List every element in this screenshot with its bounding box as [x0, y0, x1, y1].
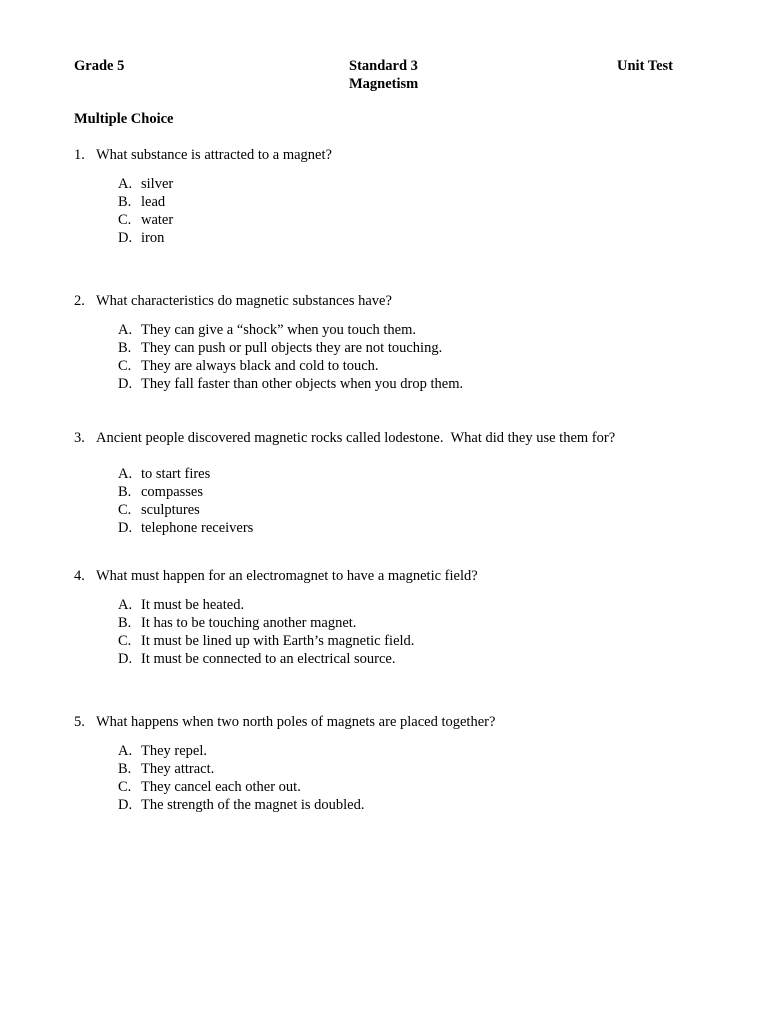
option-text: They fall faster than other objects when you drop them. [141, 376, 464, 392]
option-letter: B. [118, 194, 132, 210]
question-number: 4. [74, 568, 85, 584]
option-letter: A. [118, 597, 133, 613]
question-number: 5. [74, 714, 85, 730]
option-letter: A. [118, 466, 133, 482]
option-text: They attract. [141, 761, 215, 777]
option-letter: A. [118, 743, 133, 759]
option-text: They cancel each other out. [141, 779, 301, 795]
option-text: They can give a “shock” when you touch them. [141, 322, 417, 338]
option-text: The strength of the magnet is doubled. [141, 797, 365, 813]
question-5 [74, 713, 714, 813]
option-text: to start fires [141, 466, 211, 482]
option-letter: C. [118, 779, 132, 795]
question-line [74, 292, 714, 310]
question-line [74, 713, 714, 731]
question-text: What happens when two north poles of magnets are placed together? [96, 714, 496, 730]
question-2 [74, 292, 714, 392]
option-letter: D. [118, 376, 133, 392]
option-text: lead [141, 194, 166, 210]
question-line [74, 429, 714, 447]
option-letter: C. [118, 358, 132, 374]
option-letter: D. [118, 797, 133, 813]
option-text: compasses [141, 484, 204, 500]
question-text: Ancient people discovered magnetic rocks called lodestone. What did they use them for? [96, 430, 616, 446]
option-letter: D. [118, 520, 133, 536]
question-number: 3. [74, 430, 85, 446]
option-text: iron [141, 230, 165, 246]
section-title: Multiple Choice [74, 111, 174, 127]
option-letter: C. [118, 212, 132, 228]
option-text: It has to be touching another magnet. [141, 615, 357, 631]
option-text: sculptures [141, 502, 200, 518]
option-letter: D. [118, 651, 133, 667]
grade-label: Grade 5 [74, 58, 125, 74]
question-line [74, 146, 714, 164]
option-text: It must be connected to an electrical source. [141, 651, 396, 667]
standard-heading [349, 57, 418, 93]
option-text: It must be lined up with Earth’s magnetic field. [141, 633, 415, 649]
option-text: silver [141, 176, 174, 192]
topic-label: Magnetism [349, 76, 419, 92]
option-letter: B. [118, 484, 132, 500]
question-text: What must happen for an electromagnet to have a magnetic field? [96, 568, 478, 584]
question-text: What substance is attracted to a magnet? [96, 147, 332, 163]
question-number: 2. [74, 293, 85, 309]
test-type-label: Unit Test [617, 58, 674, 74]
question-text: What characteristics do magnetic substances have? [96, 293, 392, 309]
option-text: telephone receivers [141, 520, 254, 536]
option-letter: B. [118, 615, 132, 631]
option-text: They can push or pull objects they are not touching. [141, 340, 443, 356]
option-text: It must be heated. [141, 597, 245, 613]
option-letter: A. [118, 322, 133, 338]
option-letter: A. [118, 176, 133, 192]
question-1 [74, 146, 714, 246]
option-letter: B. [118, 761, 132, 777]
question-line [74, 567, 714, 585]
option-letter: C. [118, 502, 132, 518]
option-letter: D. [118, 230, 133, 246]
option-letter: C. [118, 633, 132, 649]
question-number: 1. [74, 147, 85, 163]
question-3 [74, 429, 714, 536]
option-text: water [141, 212, 174, 228]
option-letter: B. [118, 340, 132, 356]
standard-label: Standard 3 [349, 58, 418, 74]
option-text: They repel. [141, 743, 208, 759]
question-4 [74, 567, 714, 667]
option-text: They are always black and cold to touch. [141, 358, 379, 374]
